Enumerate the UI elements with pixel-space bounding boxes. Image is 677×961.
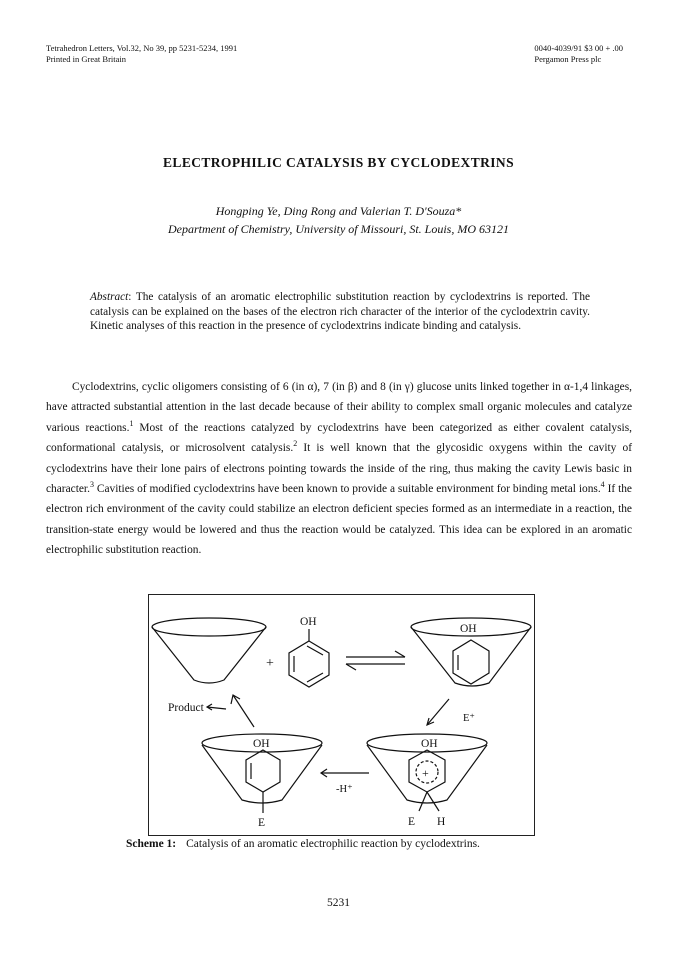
body-sentence: Cyclodextrins, cyclic oligomers consisting of 6 (in α), 7 (in β) and 8 (in γ) glucose units linked together in α-1,4 linkages, have attracted substantial attention in the last decade because of their ability to complex small organic molecules and catalyze various reactions.	[46, 381, 632, 434]
sigma-h-label: H	[437, 816, 446, 828]
phenol-oh-label: OH	[300, 616, 317, 628]
electrophile-arrow	[427, 699, 449, 725]
phenol-ring	[289, 629, 329, 687]
caption-label: Scheme 1:	[126, 838, 177, 850]
journal-citation	[46, 43, 237, 65]
sigma-e-label: E	[408, 816, 416, 828]
caption-text: Catalysis of an aromatic electrophilic reaction by cyclodextrins.	[186, 838, 480, 850]
printed-line: Printed in Great Britain	[46, 54, 127, 64]
reference-mark: 4	[600, 480, 605, 490]
reference-mark: 3	[89, 480, 94, 490]
plus-sign: +	[266, 656, 274, 671]
body-paragraph	[46, 377, 632, 561]
electrophile-label: E⁺	[463, 713, 475, 724]
scheme-diagram	[149, 595, 534, 835]
cation-charge: +	[422, 766, 429, 780]
empty-cyclodextrin-cone	[152, 618, 266, 683]
affiliation: Department of Chemistry, University of Missouri, St. Louis, MO 63121	[168, 222, 509, 236]
complex-oh-label: OH	[460, 623, 477, 635]
publisher-info	[534, 43, 623, 65]
body-sentence: Cavities of modified cyclodextrins have been known to provide a suitable environment for binding metal ions.	[93, 483, 601, 496]
equilibrium-arrows	[346, 651, 405, 670]
product-arrow	[207, 695, 254, 727]
citation-line: Tetrahedron Letters, Vol.32, No 39, pp 5231-5234, 1991	[46, 43, 238, 53]
reference-mark: 1	[129, 419, 134, 429]
body-sentence: Most of the reactions catalyzed by cyclodextrins have been categorized as either covalent catalysis, conformational catalysis, or microsolvent catalysis.	[46, 421, 633, 455]
sigma-oh-label: OH	[421, 738, 438, 750]
minus-h-label: -H⁺	[336, 784, 353, 795]
abstract	[90, 290, 590, 334]
paper-title: ELECTROPHILIC CATALYSIS BY CYCLODEXTRINS	[163, 155, 514, 170]
page-number: 5231	[327, 897, 350, 909]
scheme-caption	[126, 838, 480, 850]
scheme-figure	[148, 594, 535, 836]
abstract-label: Abstract	[90, 291, 129, 303]
product-label: Product	[168, 702, 204, 714]
abstract-text: : The catalysis of an aromatic electrophilic substitution reaction by cyclodextrins is reported. The catalysis can be explained on the bases of the electron rich character of the interior of the cyclodextrin cavity. Kinetic analyses of this reaction in the presence of cyclodextrins indicate binding and catalysis.	[90, 291, 590, 333]
author-list: Hongping Ye, Ding Rong and Valerian T. D'Souza*	[215, 204, 462, 218]
publisher-line: Pergamon Press plc	[534, 54, 602, 64]
reference-mark: 2	[293, 439, 298, 449]
body-sentence: If the electron rich environment of the cavity could stabilize an electron deficient species formed as an intermediate in a reaction, the transition-state energy would be lowered and thus the reaction would be catalyzed. This idea can be explored in an aromatic electrophilic substitution reaction.	[46, 483, 632, 557]
substituted-oh-label: OH	[253, 738, 270, 750]
deprotonation-arrow	[321, 769, 369, 777]
e-substituent-label: E	[258, 817, 266, 829]
body-sentence: It is well known that the glycosidic oxygens within the cavity of cyclodextrins have their lone pairs of electrons pointing towards the inside of the ring, thus making the cavity Lewis basic in character.	[46, 442, 632, 496]
issn-line: 0040-4039/91 $3 00 + .00	[534, 43, 623, 53]
